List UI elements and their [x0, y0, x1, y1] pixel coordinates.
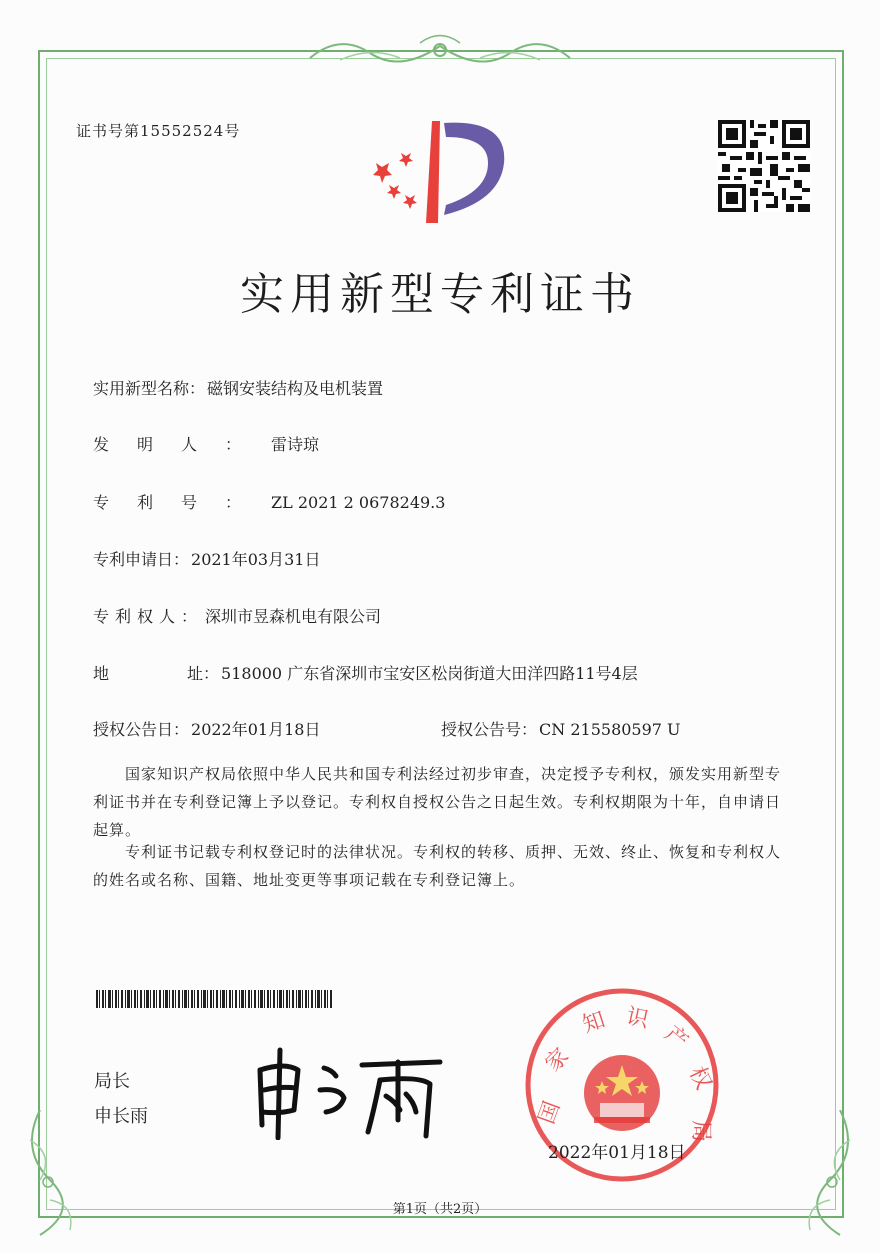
grant-date-field [93, 717, 320, 740]
legal-status-paragraph: 专利证书记载专利权登记时的法律状况。专利权的转移、质押、无效、终止、恢复和专利权人的姓名或名称、国籍、地址变更等事项记载在专利登记簿上。 [93, 843, 782, 889]
svg-text:产: 产 [659, 1021, 693, 1055]
patent-number-value: ZL 2021 2 0678249.3 [271, 493, 446, 512]
grant-number-label: 授权公告号： [441, 720, 538, 739]
patentee-label: 专利权人： [93, 607, 204, 626]
svg-text:识: 识 [623, 1004, 651, 1034]
grant-number-field [441, 717, 681, 740]
address-value: 518000 广东省深圳市宝安区松岗街道大田洋四路11号4层 [221, 664, 638, 683]
cnipa-logo-icon [370, 115, 520, 225]
corner-ornament-right-icon [780, 1110, 870, 1240]
svg-text:权: 权 [683, 1062, 716, 1094]
grant-date-label: 授权公告日： [93, 720, 190, 739]
svg-text:家: 家 [540, 1043, 575, 1078]
inventor-value: 雷诗琼 [271, 435, 320, 454]
svg-text:知: 知 [579, 1007, 609, 1039]
filing-date-value: 2021年03月31日 [191, 550, 321, 569]
svg-text:局: 局 [688, 1119, 713, 1143]
director-name: 申长雨 [94, 1106, 148, 1127]
patent-number-label: 专利号： [93, 493, 270, 512]
top-ornament-icon [300, 28, 580, 78]
director-signature-icon [240, 1040, 450, 1140]
utility-model-name-value: 磁钢安装结构及电机装置 [207, 379, 384, 398]
page-footer: 第1页（共2页） [392, 1202, 488, 1217]
patentee-value: 深圳市昱森机电有限公司 [205, 607, 382, 626]
filing-date-label: 专利申请日： [93, 550, 190, 569]
inventor-label: 发明人： [93, 435, 270, 454]
certificate-title: 实用新型专利证书 [240, 269, 640, 320]
director-title: 局长 [94, 1071, 130, 1092]
svg-text:国: 国 [534, 1098, 566, 1128]
barcode-icon [96, 990, 332, 1008]
utility-model-name-field [93, 376, 383, 399]
seal-date: 2022年01月18日 [548, 1143, 686, 1163]
patentee-field [93, 604, 381, 627]
grant-number-value: CN 215580597 U [539, 720, 681, 739]
grant-date-value: 2022年01月18日 [191, 720, 321, 739]
corner-ornament-left-icon [10, 1110, 100, 1240]
utility-model-name-label: 实用新型名称： [93, 379, 206, 398]
inventor-field [93, 432, 319, 455]
address-label-first: 地 [93, 664, 110, 683]
qr-code-icon [718, 120, 810, 212]
address-label-second: 址： [187, 664, 220, 683]
certificate-number: 证书号第15552524号 [76, 122, 241, 140]
decision-paragraph: 国家知识产权局依照中华人民共和国专利法经过初步审查，决定授予专利权，颁发实用新型专利证书并在专利登记簿上予以登记。专利权自授权公告之日起生效。专利权期限为十年，自申请日起算。 [93, 765, 782, 839]
patent-number-field [93, 490, 445, 513]
address-field [93, 661, 638, 684]
filing-date-field [93, 547, 320, 570]
